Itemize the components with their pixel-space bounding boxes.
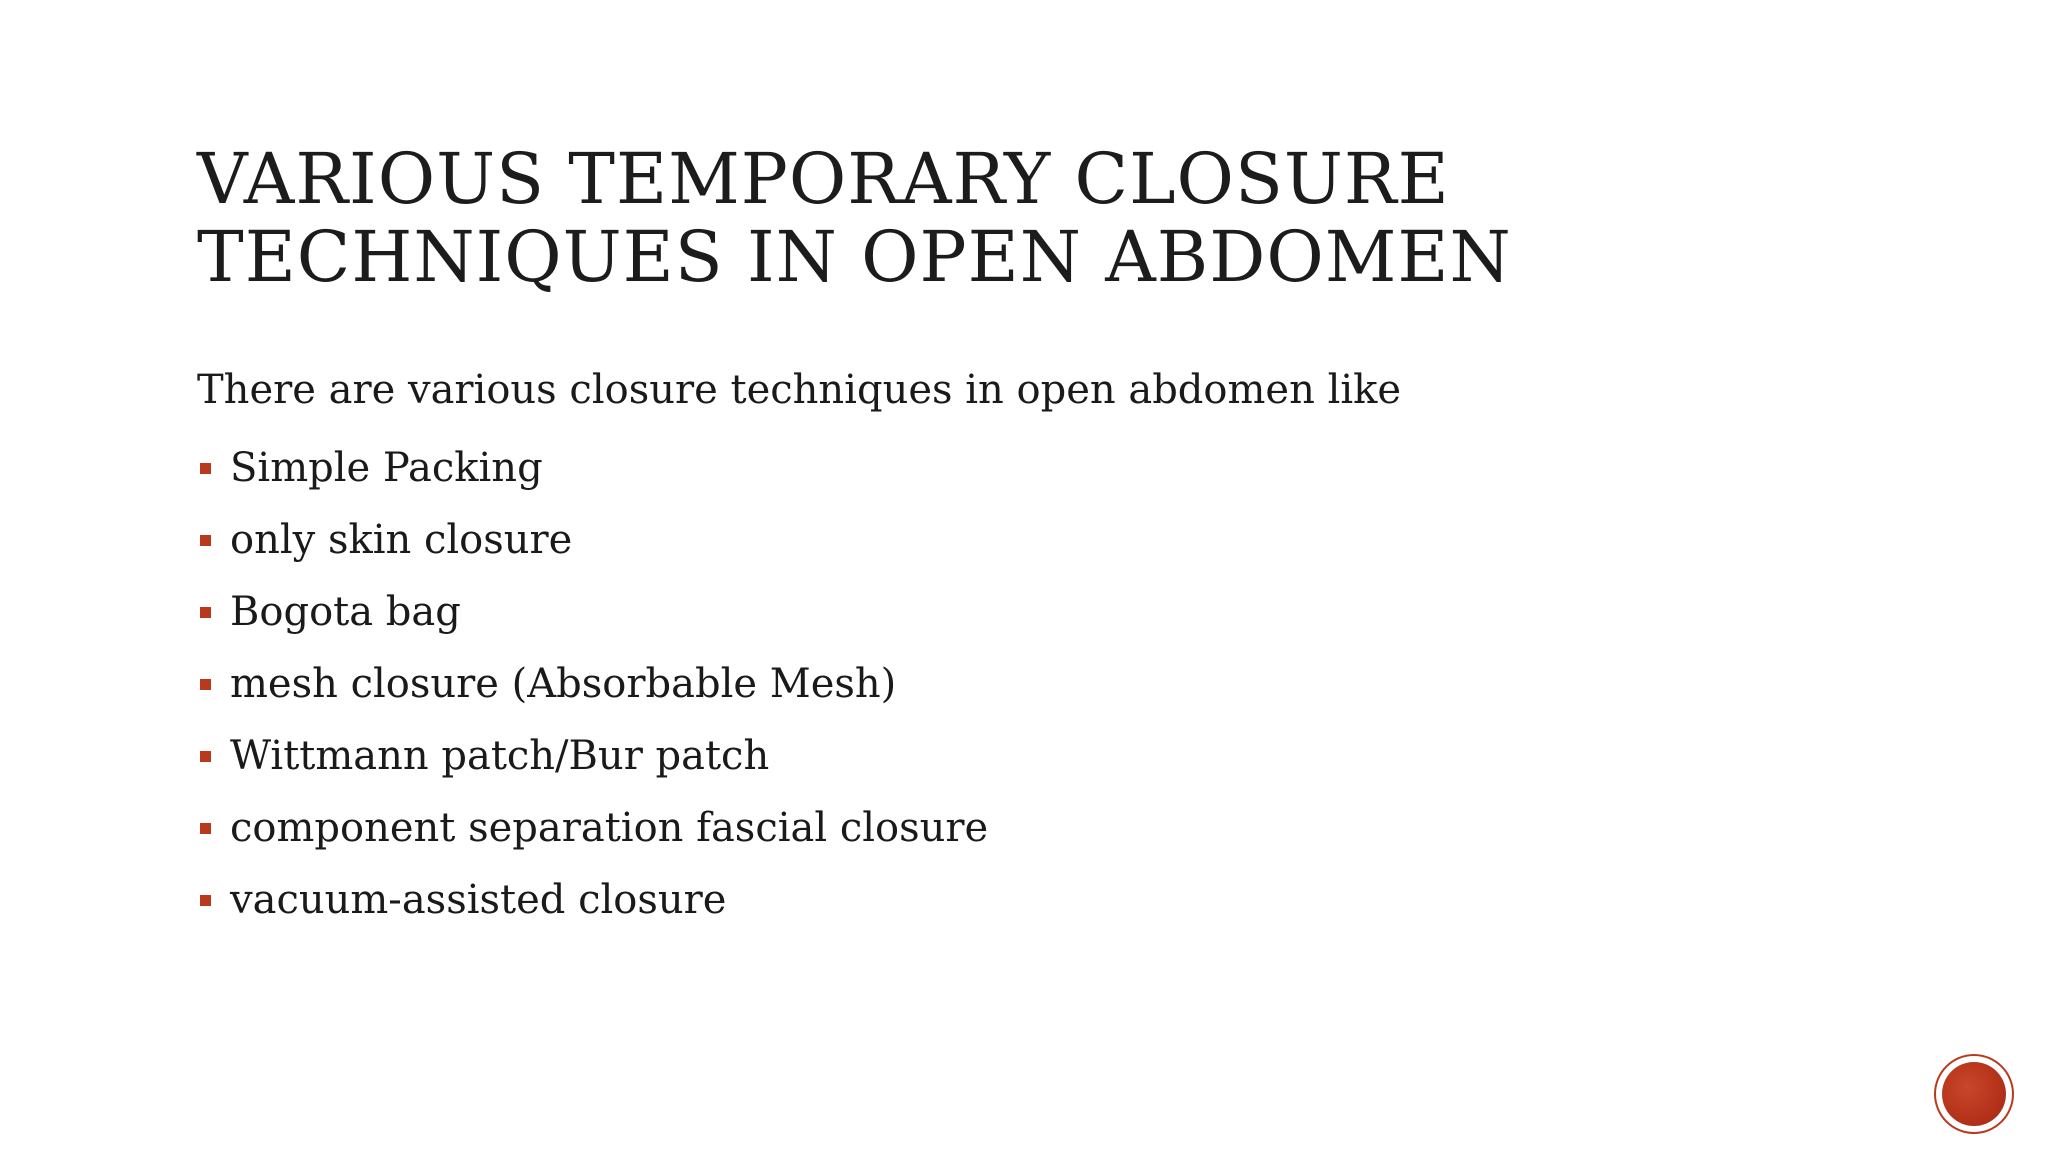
list-item [197, 864, 1797, 936]
list-item-label: mesh closure (Absorbable Mesh) [230, 661, 897, 707]
list-item-label: Simple Packing [230, 445, 543, 491]
list-item [197, 648, 1797, 720]
square-bullet-icon [200, 751, 211, 762]
list-item-label: component separation fascial closure [230, 805, 989, 851]
bullet-list [197, 432, 1797, 936]
list-item [197, 792, 1797, 864]
list-item [197, 576, 1797, 648]
circle-nav-button-icon [1942, 1062, 2006, 1126]
list-item-label: Bogota bag [230, 589, 461, 635]
square-bullet-icon [200, 823, 211, 834]
list-item-label: only skin closure [230, 517, 573, 563]
list-item [197, 432, 1797, 504]
square-bullet-icon [200, 535, 211, 546]
list-item-label: vacuum-assisted closure [230, 877, 727, 923]
list-item [197, 504, 1797, 576]
list-item-label: Wittmann patch/Bur patch [230, 733, 770, 779]
slide-title [197, 140, 1697, 296]
slide-nav-button[interactable] [1936, 1056, 2012, 1132]
slide-title-line-2: TECHNIQUES IN OPEN ABDOMEN [197, 216, 1512, 298]
list-item [197, 720, 1797, 792]
slide-body [197, 360, 1797, 936]
square-bullet-icon [200, 895, 211, 906]
intro-text: There are various closure techniques in open abdomen like [197, 367, 1402, 413]
square-bullet-icon [200, 463, 211, 474]
square-bullet-icon [200, 679, 211, 690]
square-bullet-icon [200, 607, 211, 618]
slide-title-line-1: VARIOUS TEMPORARY CLOSURE [197, 138, 1450, 220]
